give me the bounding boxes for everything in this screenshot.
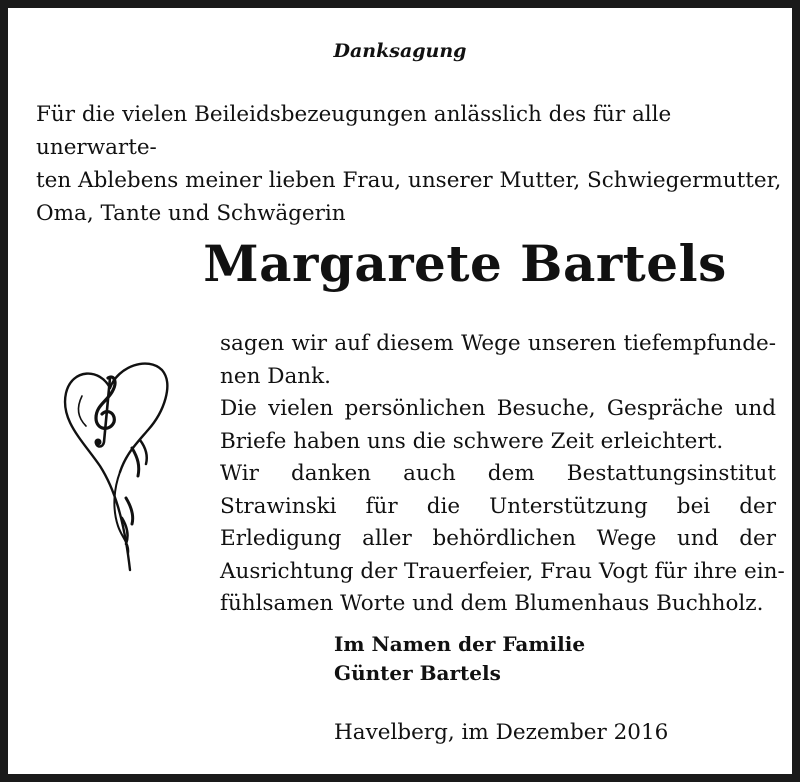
body-line: nen Dank. [220,363,332,389]
signature-line: Im Namen der Familie [334,632,586,656]
intro-line: Für die vielen Beileidsbezeugungen anlässlich des für alle unerwarte- [36,102,672,160]
body-line: fühlsamen Worte und dem Blumenhaus Buchholz. [220,591,764,616]
body-line: sagen wir auf diesem Wege unseren tiefempfunde- [220,331,776,356]
notice-heading: Danksagung [333,40,467,62]
body-line: Wir danken auch dem Bestattungsinstitut [220,461,776,486]
deceased-name: Margarete Bartels [203,234,727,293]
heart-treble-clef-icon [52,348,172,573]
signature-block [334,630,585,688]
body-line: Ausrichtung der Trauerfeier, Frau Vogt für ihre ein- [220,558,785,584]
body-line: Briefe haben uns die schwere Zeit erleichtert. [220,428,724,454]
signature-name: Günter Bartels [334,661,501,685]
intro-paragraph [36,98,784,230]
body-line: Erledigung aller behördlichen Wege und der [220,526,776,551]
intro-line: ten Ablebens meiner lieben Frau, unserer Mutter, Schwiegermutter, [36,168,782,193]
body-paragraph [220,328,785,621]
intro-line: Oma, Tante und Schwägerin [36,201,346,226]
place-date: Havelberg, im Dezember 2016 [334,720,669,745]
body-line: Die vielen persönlichen Besuche, Gespräche und [220,396,776,421]
body-line: Strawinski für die Unterstützung bei der [220,493,776,519]
